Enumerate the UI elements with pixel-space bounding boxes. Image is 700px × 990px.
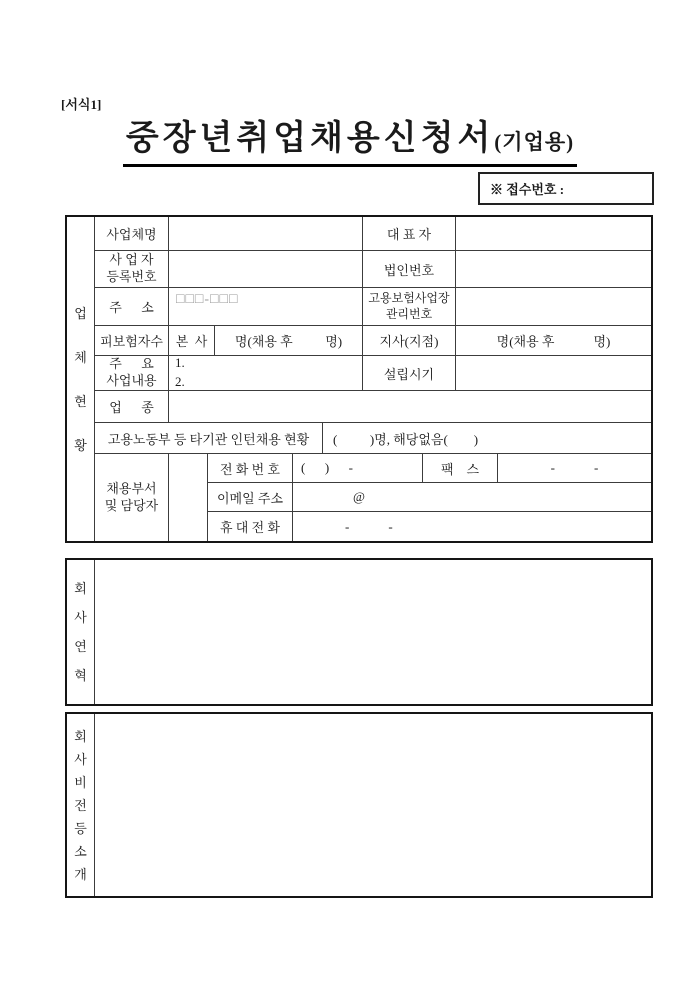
- company-history-field: [95, 560, 651, 704]
- main-business-label: [95, 356, 169, 390]
- intern-hiring-status-label: 고용노동부 등 타기관 인턴채용 현황: [95, 423, 323, 453]
- business-name-field: [169, 217, 363, 250]
- phone-number-field: ( ) -: [293, 454, 423, 482]
- document-title-suffix: (기업용): [494, 130, 575, 154]
- document-title: [0, 110, 700, 167]
- postal-code-boxes: □□□-□□□: [176, 292, 239, 307]
- company-history-section-label: 회 사 연 혁: [67, 560, 95, 704]
- business-name-label: 사업체명: [95, 217, 169, 250]
- mobile-phone-label: 휴 대 전 화: [208, 512, 293, 541]
- table-row: [95, 356, 651, 391]
- receipt-number-box: [478, 172, 654, 205]
- label-line: 채용부서: [106, 480, 157, 496]
- table-row: [208, 483, 651, 512]
- establishment-date-field: [456, 356, 651, 390]
- corporation-number-label: 법인번호: [363, 251, 456, 287]
- address-field: [169, 288, 363, 325]
- table-row: [208, 454, 651, 483]
- industry-type-label: 업 종: [95, 391, 169, 422]
- label-line: 사업내용: [106, 373, 157, 388]
- company-status-section-label: 업 체 현 황: [67, 217, 95, 541]
- company-vision-section-label: 회 사 비 전 등 소 개: [67, 714, 95, 896]
- employment-insurance-number-label: [363, 288, 456, 325]
- branch-count-field: 명(채용 후 명): [496, 334, 611, 349]
- intern-hiring-status-field: ( )명, 해당없음( ): [333, 431, 479, 447]
- hiring-department-blank-cell: [169, 454, 208, 541]
- headquarters-label: 본 사: [169, 326, 215, 355]
- table-row: [95, 326, 651, 356]
- label-line: 고용보험사업장: [368, 290, 450, 305]
- representative-label: 대 표 자: [363, 217, 456, 250]
- list-item: 2.: [175, 374, 185, 389]
- headquarters-count-field: 명(채용 후 명): [215, 326, 363, 355]
- corporation-number-field: [456, 251, 651, 287]
- form-number-tag: [서식1]: [61, 97, 102, 112]
- label-line: 사 업 자: [109, 252, 154, 268]
- table-row: [95, 251, 651, 288]
- email-field: @: [353, 489, 365, 504]
- list-item: 1.: [175, 356, 185, 371]
- establishment-date-label: 설립시기: [363, 356, 456, 390]
- hiring-department-label: [95, 454, 169, 541]
- receipt-number-label: ※ 접수번호 :: [490, 182, 565, 197]
- company-history-table: [65, 558, 653, 706]
- company-status-rows: [95, 217, 651, 541]
- phone-number-label: 전 화 번 호: [208, 454, 293, 482]
- table-row: [95, 454, 651, 541]
- fax-field: - -: [550, 460, 599, 475]
- fax-label: 팩 스: [423, 454, 498, 482]
- label-line: 등록번호: [106, 269, 157, 284]
- contact-sub-table: [208, 454, 651, 541]
- industry-type-field: [169, 391, 651, 422]
- label-line: 관리번호: [385, 306, 433, 321]
- table-row: [95, 217, 651, 251]
- mobile-phone-field: - -: [345, 518, 393, 534]
- table-row: [95, 391, 651, 423]
- company-vision-field: [95, 714, 651, 896]
- email-label: 이메일 주소: [208, 483, 293, 511]
- company-vision-table: [65, 712, 653, 898]
- representative-field: [456, 217, 651, 250]
- address-label: 주 소: [95, 288, 169, 325]
- employment-insurance-number-field: [456, 288, 651, 325]
- label-line: 주 요: [109, 356, 154, 372]
- table-row: [95, 288, 651, 326]
- label-line: 및 담당자: [104, 497, 159, 513]
- business-registration-number-label: [95, 251, 169, 287]
- document-title-main: 중장년취업채용신청서: [125, 120, 495, 157]
- document-title-underline: [123, 110, 577, 167]
- company-status-table: [65, 215, 653, 543]
- business-registration-number-field: [169, 251, 363, 287]
- table-row: [208, 512, 651, 541]
- main-business-field: [169, 356, 363, 390]
- table-row: [95, 423, 651, 454]
- branch-label: 지사(지점): [363, 326, 456, 355]
- insured-count-label: 피보험자수: [95, 326, 169, 355]
